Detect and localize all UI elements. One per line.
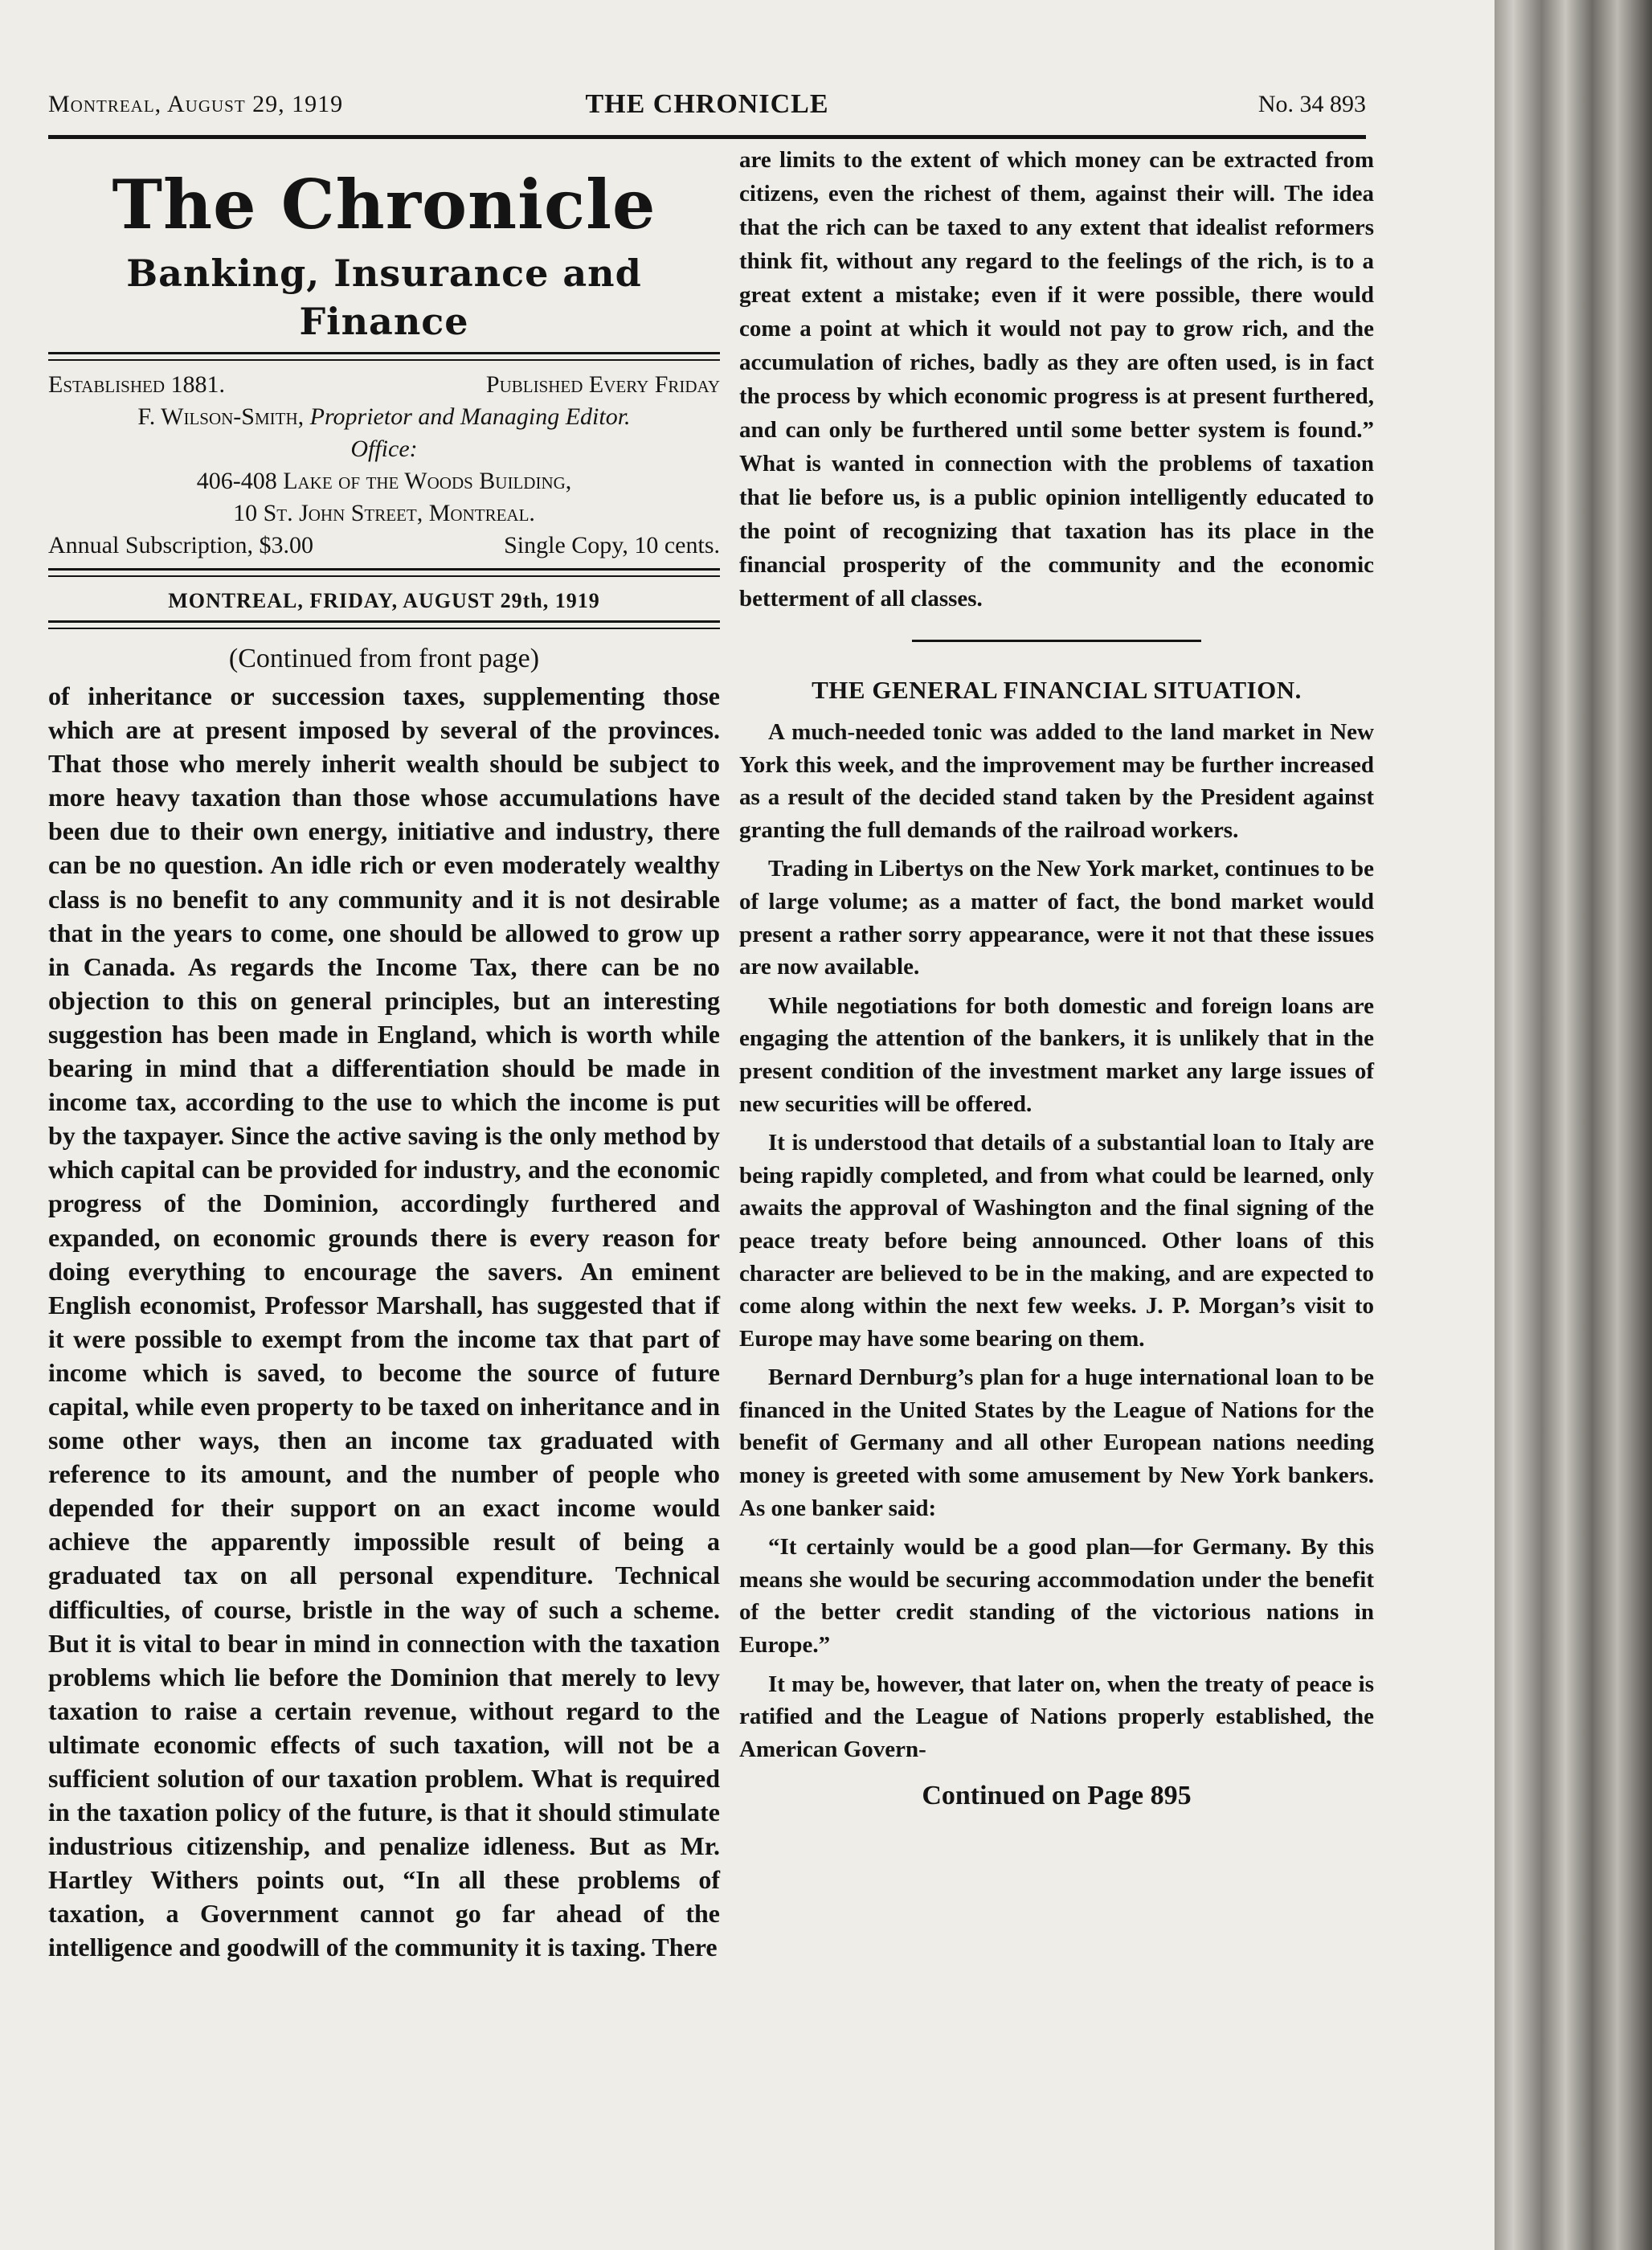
dateline-rule-bottom xyxy=(48,620,720,629)
right-article-continuation: are limits to the extent of which money can be extracted from citizens, even the richest of them, against their will. The idea that the rich can be taxed to any extent that idealist reformers think fit, without any regard to the feelings of the rich, is to a great extent a mistake; even if it were possible, there would come a point at which it would not pay to grow rich, and the accumulation of riches, badly as they are often used, is in fact the process by which economic progress is at present furthered, and can only be furthered until some better system is found.” What is wanted in connection with the problems of taxation that lie before us, is a public opinion intelligently educated to the point of recognizing that taxation has its place in the financial prosperity of the community and the economic betterment of all classes. xyxy=(739,147,1374,612)
paragraph: A much-needed tonic was added to the land market in New York this week, and the improvement may be further increased as a result of the decided stand taken by the President against granting the full demands of the railroad workers. xyxy=(739,719,1374,843)
proprietor-role: Proprietor and Managing Editor. xyxy=(309,403,631,430)
masthead-subtitle: Banking, Insurance and Finance xyxy=(126,252,642,343)
continued-on-line: Continued on Page 895 xyxy=(922,1781,1192,1811)
dateline: MONTREAL, FRIDAY, AUGUST 29th, 1919 xyxy=(168,589,600,612)
book-gutter xyxy=(1495,0,1652,2250)
masthead-title: The Chronicle xyxy=(112,165,656,244)
left-article-text: of inheritance or succession taxes, supplementing those which are at present imposed by several of the provinces. That those who merely inherit wealth should be subject to more heavy taxation than those whose accumulations have been due to their own energy, initiative and industry, there can be no question. An idle rich or even moderately wealthy class is no benefit to any community and it is not desirable that in the years to come, one should be allowed to grow up in Canada. As regards the Income Tax, there can be no objection to this on general principles, but an interesting suggestion has been made in England, which is worth while bearing in mind that a differentiation should be made in income tax, according to the use to which the income is put by the taxpayer. Since the active saving is the only method by which capital can be provided for industry, and the economic progress of the Dominion, accordingly furthered and expanded, on economic grounds there is every reason for doing everything to encourage the savers. An eminent English economist, Professor Marshall, has suggested that if it were possible to exempt from the income tax that part of income which is saved, to become the source of future capital, while even property to be taxed on inheritance and in some other ways, then an income tax graduated with reference to its amount, and the number of people who depended for their support on an exact income would achieve the apparently impossible result of being a graduated tax on all personal expenditure. Technical difficulties, of course, bristle in the way of such a scheme. But it is vital to bear in mind in connection with the taxation problems which lie before the Dominion that merely to levy taxation to raise a certain revenue, without regard to the ultimate economic effects of such taxation, will not be a sufficient solution of our taxation problem. What is required in the taxation policy of the future, is that it should stimulate industrious citizenship, and penalize idleness. But as Mr. Hartley Withers points out, “In all these problems of taxation, a Government cannot go far ahead of the intelligence and goodwill of the community it is taxing. There xyxy=(48,681,720,1962)
paragraph: It may be, however, that later on, when the treaty of peace is ratified and the League of Nations properly established, the American Govern- xyxy=(739,1671,1374,1762)
running-head-date: Montreal, August 29, 1919 xyxy=(48,91,344,117)
paragraph: It is understood that details of a substantial loan to Italy are being rapidly completed, and from what could be learned, only awaits the approval of Washington and the final signing of the peace treaty before being announced. Other loans of this character are believed to be in the making, and are expected to come along within the next few weeks. J. P. Morgan’s visit to Europe may have some bearing on them. xyxy=(739,1130,1374,1352)
paragraph: Bernard Dernburg’s plan for a huge international loan to be financed in the United States by the League of Nations for the benefit of Germany and all other European nations needing money is greeted with some amusement by New York bankers. As one banker said: xyxy=(739,1364,1374,1521)
published-line: Published Every Friday xyxy=(485,371,720,398)
office-label: Office: xyxy=(350,436,418,462)
right-column xyxy=(739,143,1374,1815)
masthead-rule xyxy=(48,352,720,361)
left-column xyxy=(48,145,720,1965)
single-copy-price: Single Copy, 10 cents. xyxy=(504,532,720,558)
address-line-1: 406-408 Lake of the Woods Building, xyxy=(196,468,572,494)
proprietor-name: F. Wilson-Smith, xyxy=(137,403,305,430)
paragraph: “It certainly would be a good plan—for Germany. By this means she would be securing accommodation under the benefit of the better credit standing of the victorious nations in Europe.” xyxy=(739,1534,1374,1659)
annual-subscription: Annual Subscription, $3.00 xyxy=(48,532,313,558)
section-divider xyxy=(912,640,1201,642)
paragraph: While negotiations for both domestic and foreign loans are engaging the attention of the bankers, it is unlikely that in the present condition of the investment market any large issues of new securities will be offered. xyxy=(739,992,1374,1117)
established-line: Established 1881. xyxy=(48,371,225,398)
paragraph: Trading in Libertys on the New York market, continues to be of large volume; as a matter of fact, the bond market would present a rather sorry appearance, were it not that these issues are now available. xyxy=(739,856,1374,980)
masthead-info xyxy=(48,369,720,562)
header-rule xyxy=(48,135,1366,139)
address-line-2: 10 St. John Street, Montreal. xyxy=(233,500,535,526)
continued-from-head: (Continued from front page) xyxy=(228,644,540,673)
running-head-title: THE CHRONICLE xyxy=(585,89,829,119)
running-head-page-number: No. 34 893 xyxy=(1257,91,1366,117)
dateline-rule-top xyxy=(48,568,720,577)
section-title: THE GENERAL FINANCIAL SITUATION. xyxy=(812,676,1302,704)
running-head xyxy=(48,80,1366,129)
